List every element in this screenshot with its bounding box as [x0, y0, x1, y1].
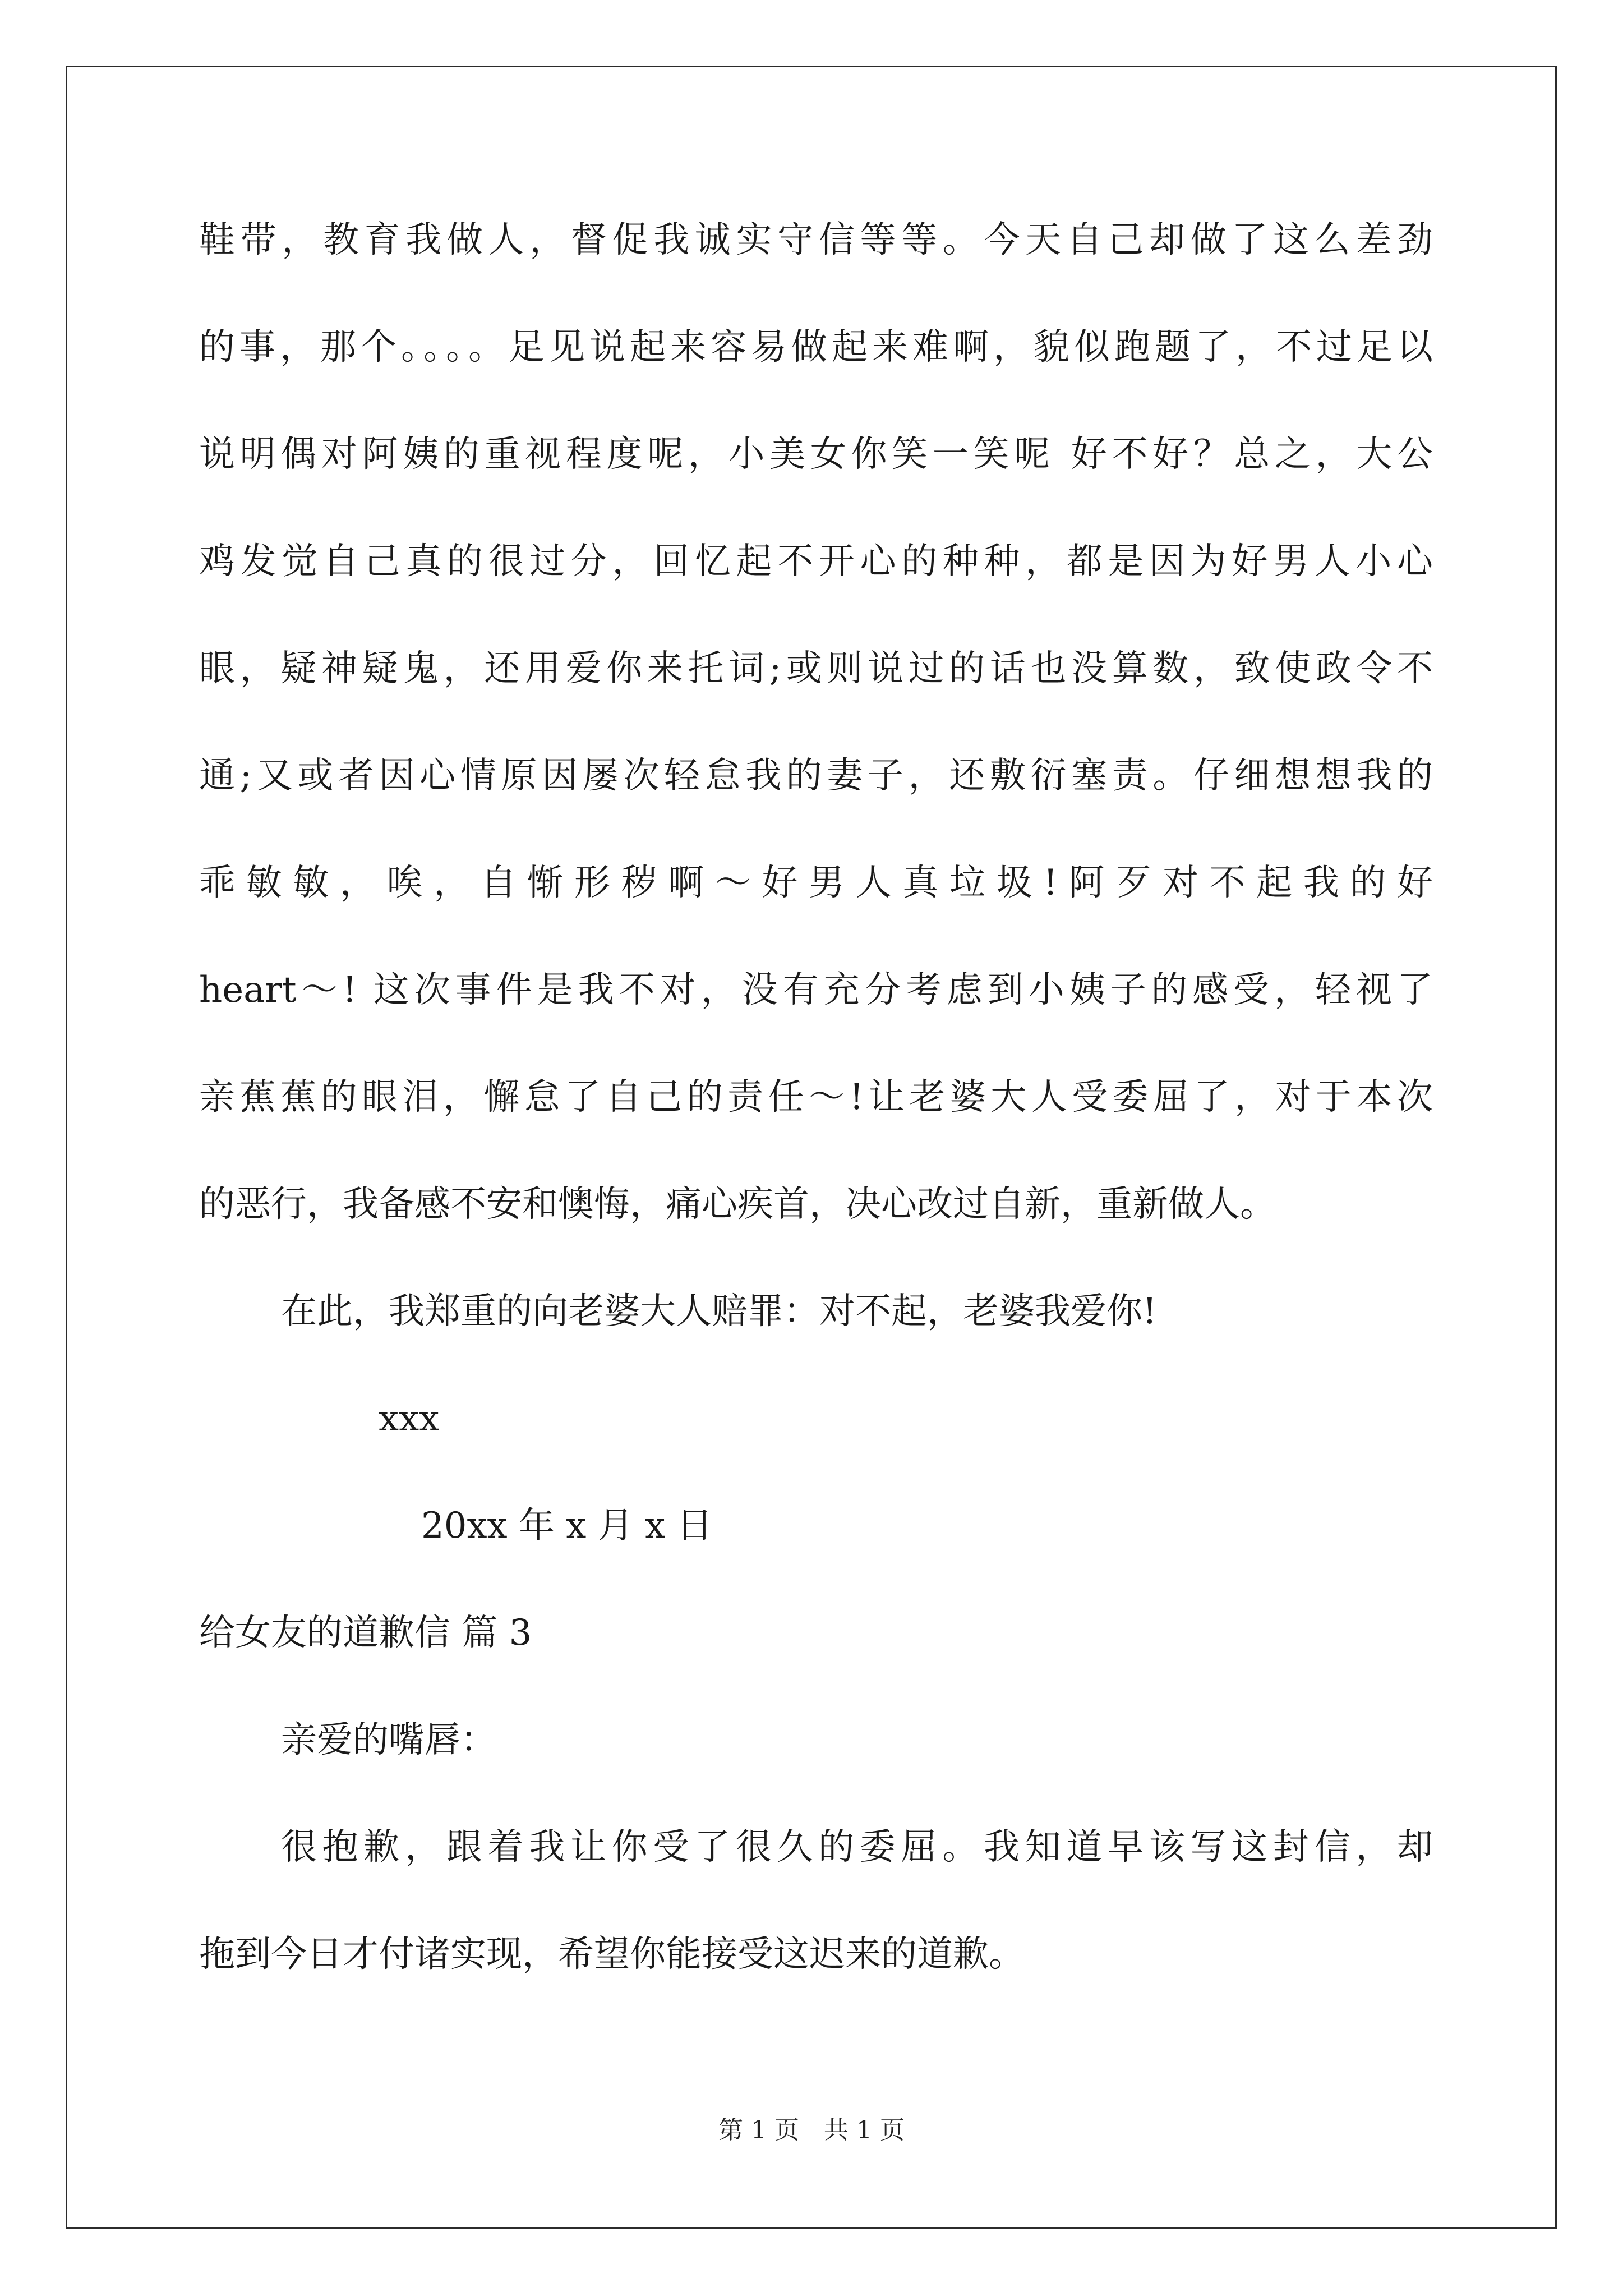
body-line-2: 的事，那个。。。。足见说起来容易做起来难啊，貌似跑题了，不过足以 — [199, 326, 1433, 368]
apology-line: 在此，我郑重的向老婆大人赔罪：对不起，老婆我爱你! — [281, 1291, 1157, 1332]
body-line-4: 鸡发觉自己真的很过分，回忆起不开心的种种，都是因为好男人小心 — [199, 541, 1433, 582]
body-line-3: 说明偶对阿姨的重视程度呢，小美女你笑一笑呢 好不好？总之，大公 — [199, 434, 1433, 475]
paragraph-line-2: 拖到今日才付诸实现，希望你能接受这迟来的道歉。 — [199, 1934, 1025, 1975]
section-title: 给女友的道歉信 篇 3 — [199, 1612, 532, 1654]
body-line-9: 亲蕉蕉的眼泪，懈怠了自己的责任～!让老婆大人受委屈了，对于本次 — [199, 1076, 1433, 1118]
body-line-10: 的恶行，我备感不安和懊悔，痛心疾首，决心改过自新，重新做人。 — [199, 1184, 1276, 1225]
salutation: 亲爱的嘴唇： — [281, 1719, 496, 1761]
signature: xxx — [379, 1398, 440, 1439]
document-body — [199, 187, 1433, 2008]
body-line-7: 乖敏敏，唉，自惭形秽啊～好男人真垃圾!阿歹对不起我的好 — [199, 862, 1433, 904]
body-line-1: 鞋带，教育我做人，督促我诚实守信等等。今天自己却做了这么差劲 — [199, 219, 1433, 261]
date-line: 20xx 年 x 月 x 日 — [421, 1505, 713, 1547]
paragraph-line-1: 很抱歉，跟着我让你受了很久的委屈。我知道早该写这封信，却 — [281, 1826, 1433, 1868]
body-line-6: 通;又或者因心情原因屡次轻怠我的妻子，还敷衍塞责。仔细想想我的 — [199, 755, 1433, 797]
body-line-8: heart～! 这次事件是我不对，没有充分考虑到小姨子的感受，轻视了 — [199, 969, 1433, 1011]
page-footer: 第 1 页 共 1 页 — [718, 2116, 905, 2145]
body-line-5: 眼，疑神疑鬼，还用爱你来托词;或则说过的话也没算数，致使政令不 — [199, 648, 1433, 689]
